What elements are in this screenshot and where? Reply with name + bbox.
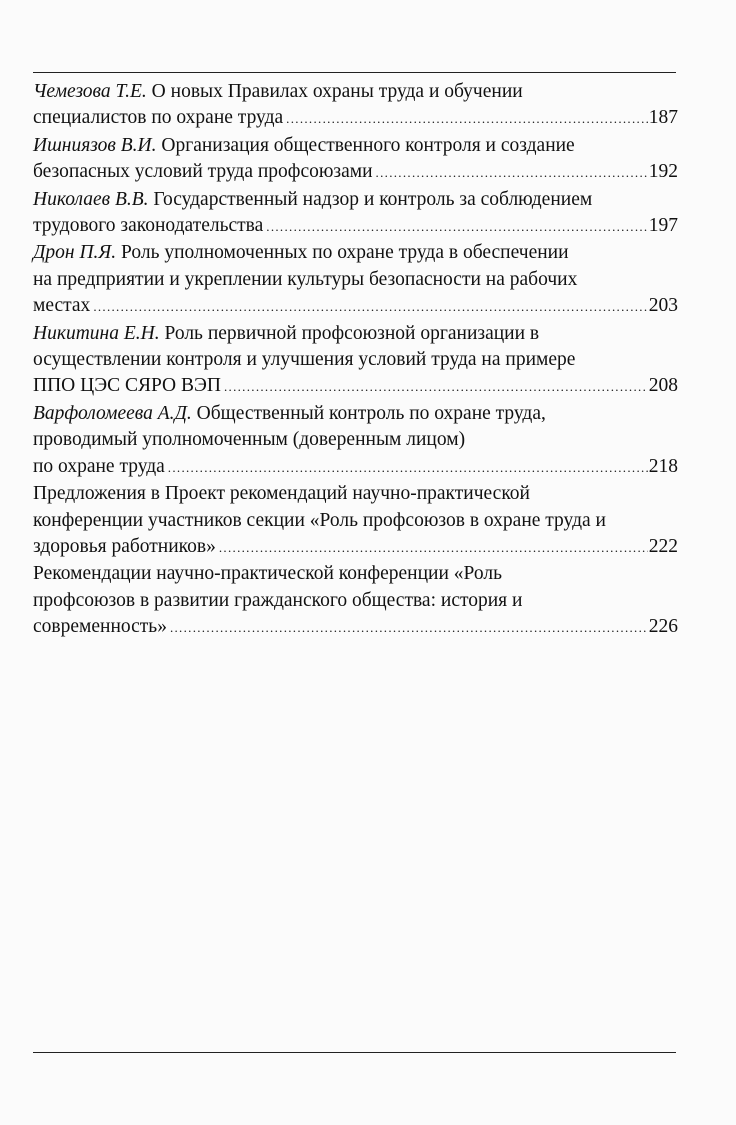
toc-entry-page: 218	[648, 455, 678, 477]
toc-entry-title: Роль уполномоченных по охране труда в обеспечении	[116, 242, 569, 264]
toc-entry[interactable]	[33, 240, 678, 320]
toc-entry-page: 226	[648, 616, 678, 638]
toc-entry-title-end: трудового законодательства	[33, 215, 264, 237]
toc-entry-title-end: здоровья работников»	[33, 535, 216, 557]
toc-entry-author: Николаев В.В.	[33, 188, 149, 210]
bottom-rule	[33, 1052, 676, 1053]
toc-entry[interactable]	[33, 133, 678, 187]
dot-leader	[266, 214, 647, 240]
toc-entry-author: Никитина Е.Н.	[33, 322, 160, 344]
toc-entry[interactable]	[33, 187, 678, 241]
toc-entry-title-end: специалистов по охране труда	[33, 107, 284, 129]
toc-entry-page: 187	[648, 107, 678, 129]
dot-leader	[168, 455, 648, 481]
dot-leader	[224, 374, 648, 400]
toc-entry-page: 203	[648, 295, 678, 317]
toc-entry[interactable]	[33, 79, 678, 133]
toc-entry-title-end: по охране труда	[33, 455, 165, 477]
toc-entry-title: О новых Правилах охраны труда и обучении	[146, 81, 523, 102]
toc-entry-title-line: проводимый уполномоченным (доверенным лицом)	[33, 429, 466, 451]
toc-entry-title-line: конференции участников секции «Роль профсоюзов в охране труда и	[33, 509, 606, 531]
dot-leader	[376, 160, 648, 186]
toc-entry-title: Роль первичной профсоюзной организации в	[159, 322, 540, 344]
toc-entry[interactable]	[33, 561, 678, 641]
toc-entry-title: Общественный контроль по охране труда,	[191, 402, 546, 424]
dot-leader	[219, 535, 648, 561]
toc-entry-author: Варфоломеева А.Д.	[33, 402, 192, 424]
toc-entry-title: Государственный надзор и контроль за соблюдением	[148, 188, 593, 210]
toc-entry-author: Дрон П.Я.	[33, 242, 117, 264]
toc-entry-title-end: безопасных условий труда профсоюзами	[33, 161, 373, 183]
dot-leader	[286, 106, 648, 132]
toc-entry-author: Чемезова Т.Е.	[33, 81, 147, 102]
toc-entry[interactable]	[33, 401, 678, 481]
toc-entry-title: Рекомендации научно-практической конференции «Роль	[33, 563, 502, 585]
toc-entry-page: 197	[648, 215, 678, 237]
toc-entry-page: 222	[648, 535, 678, 557]
toc-entry-title: Организация общественного контроля и создание	[156, 134, 575, 156]
toc-entry-title-end: местах	[33, 295, 91, 317]
toc-entry-title-line: профсоюзов в развитии гражданского общества: история и	[33, 589, 523, 611]
dot-leader	[93, 294, 647, 320]
toc-entry[interactable]	[33, 481, 678, 561]
toc-entry-title-end: современность»	[33, 616, 167, 638]
toc-entry-page: 208	[648, 375, 678, 397]
dot-leader	[170, 615, 648, 641]
top-rule	[33, 72, 676, 73]
toc-entry-title: Предложения в Проект рекомендаций научно-практической	[33, 483, 530, 505]
toc-entry-title-line: осуществлении контроля и улучшения условий труда на примере	[33, 349, 576, 371]
toc-entry-author: Ишниязов В.И.	[33, 134, 157, 156]
toc-entry-title-end: ППО ЦЭС СЯРО ВЭП	[33, 375, 221, 397]
toc-entry[interactable]	[33, 321, 678, 401]
toc-entry-title-line: на предприятии и укреплении культуры безопасности на рабочих	[33, 268, 578, 290]
toc-entry-page: 192	[648, 161, 678, 183]
table-of-contents	[33, 79, 678, 642]
